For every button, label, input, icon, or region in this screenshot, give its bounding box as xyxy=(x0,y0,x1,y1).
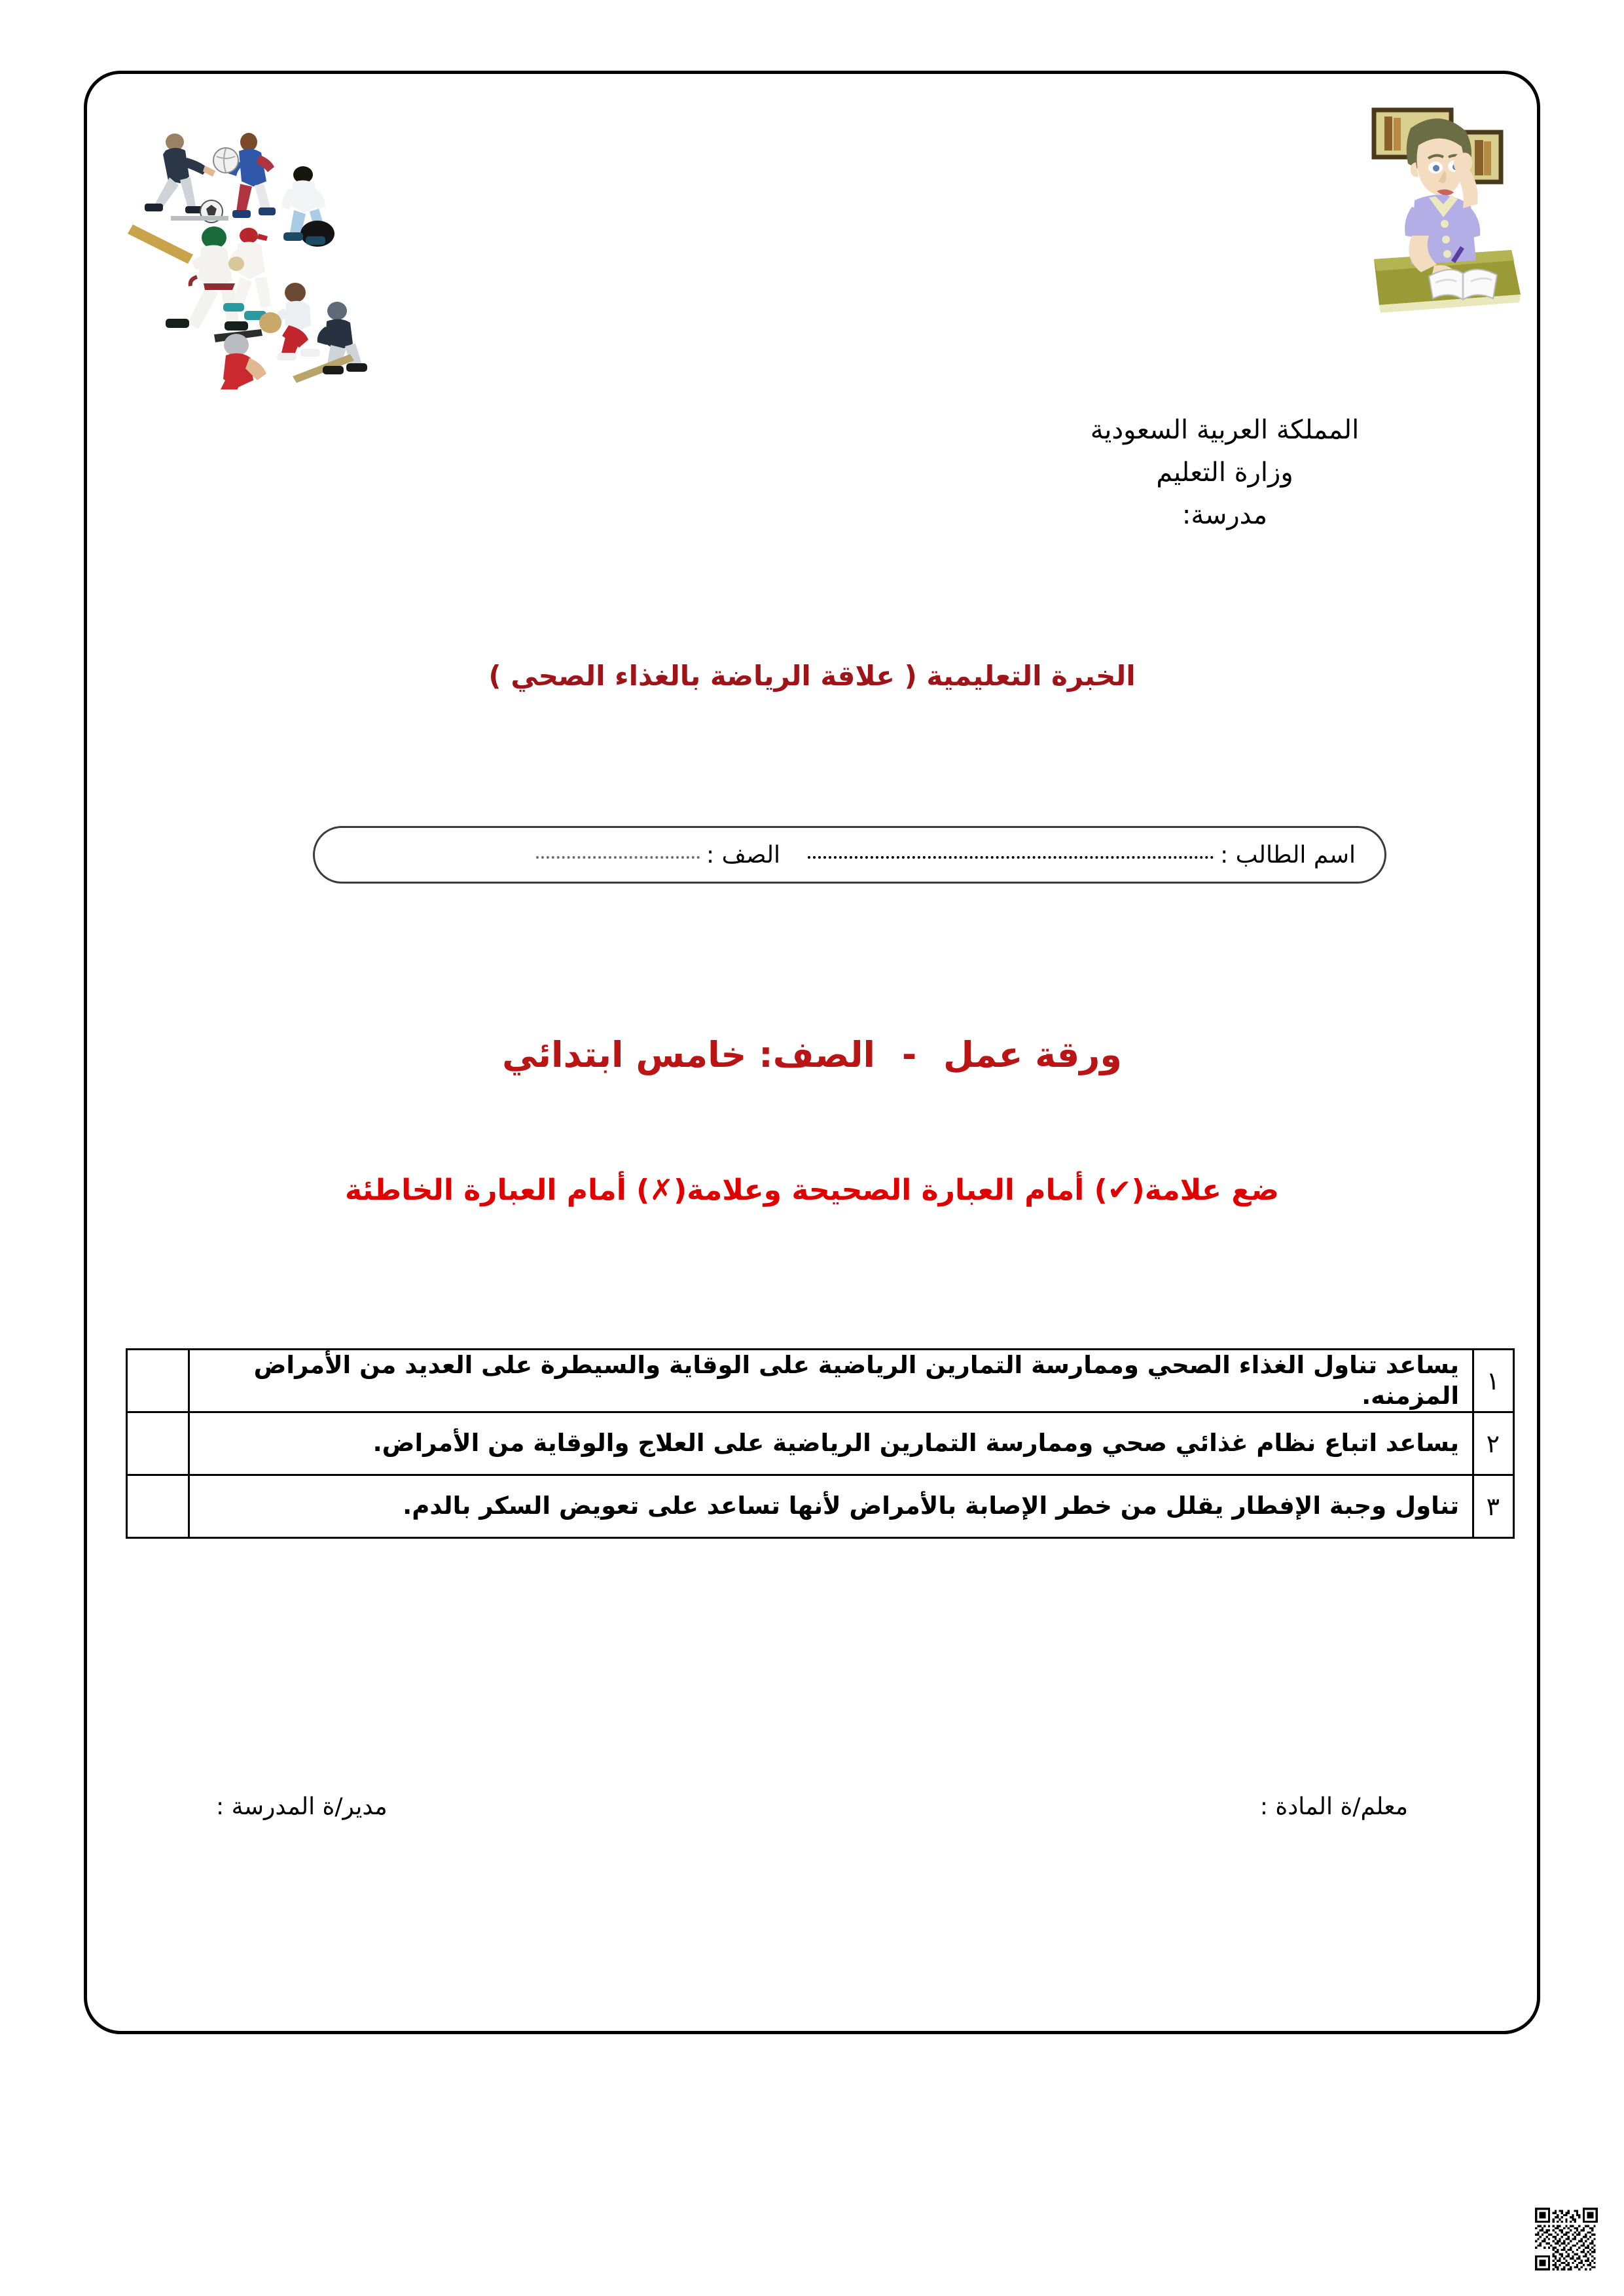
student-name-label: اسم الطالب : xyxy=(1220,841,1356,869)
table-row xyxy=(127,1475,1514,1538)
row-statement: تناول وجبة الإفطار يقلل من خطر الإصابة بالأمراض لأنها تساعد على تعويض السكر بالدم. xyxy=(189,1475,1473,1538)
volleyball-player-figure xyxy=(213,133,276,218)
worksheet-class-line: الصف: خامس ابتدائي xyxy=(502,1034,875,1075)
baseball-batter-figure xyxy=(128,224,248,331)
student-name-blank[interactable] xyxy=(808,856,1214,859)
row-statement: يساعد اتباع نظام غذائي صحي وممارسة التمارين الرياضية على العلاج والوقاية من الأمراض. xyxy=(189,1412,1473,1475)
statements-table xyxy=(126,1348,1515,1539)
student-info-box xyxy=(313,826,1386,884)
student-class-label: الصف : xyxy=(706,841,781,869)
soccer-player-figure xyxy=(145,134,228,223)
teacher-signature-label: معلم/ة المادة : xyxy=(1259,1793,1408,1820)
ministry-name: وزارة التعليم xyxy=(1156,457,1293,488)
worksheet-title: ورقة عمل xyxy=(943,1034,1122,1075)
heading-separator: - xyxy=(901,1034,917,1075)
row-answer-box[interactable] xyxy=(127,1350,189,1412)
principal-signature-label: مدير/ة المدرسة : xyxy=(216,1793,388,1820)
school-name-label: مدرسة: xyxy=(1182,499,1268,530)
row-answer-box[interactable] xyxy=(127,1412,189,1475)
student-name-field[interactable] xyxy=(808,842,1356,869)
worksheet-heading xyxy=(0,1034,1624,1075)
row-number: ٢ xyxy=(1473,1412,1514,1475)
open-book-graphic xyxy=(1429,269,1497,300)
table-row xyxy=(127,1350,1514,1412)
country-name: المملكة العربية السعودية xyxy=(1090,415,1360,445)
sports-collage-image xyxy=(115,115,376,389)
row-number: ١ xyxy=(1473,1350,1514,1412)
student-class-blank[interactable] xyxy=(536,856,700,859)
row-number: ٣ xyxy=(1473,1475,1514,1538)
qr-code xyxy=(1535,2208,1598,2270)
row-statement: يساعد تناول الغذاء الصحي وممارسة التمارين الرياضية على الوقاية والسيطرة على العديد من الأمراض المزمنه. xyxy=(189,1350,1473,1412)
instruction-text: ضع علامة(✔) أمام العبارة الصحيحة وعلامة(✗) أمام العبارة الخاطئة xyxy=(344,1174,1279,1207)
statements-table-body xyxy=(127,1350,1514,1538)
student-class-field[interactable] xyxy=(536,842,780,869)
footer-signatures xyxy=(216,1793,1408,1820)
ministry-header xyxy=(1041,409,1408,536)
football-player-figure xyxy=(214,329,266,389)
educational-experience-title: الخبرة التعليمية ( علاقة الرياضة بالغذاء الصحي ) xyxy=(488,660,1136,692)
table-row xyxy=(127,1412,1514,1475)
student-studying-image xyxy=(1343,85,1532,327)
row-answer-box[interactable] xyxy=(127,1475,189,1538)
baseball-fielder-figure xyxy=(282,166,334,247)
